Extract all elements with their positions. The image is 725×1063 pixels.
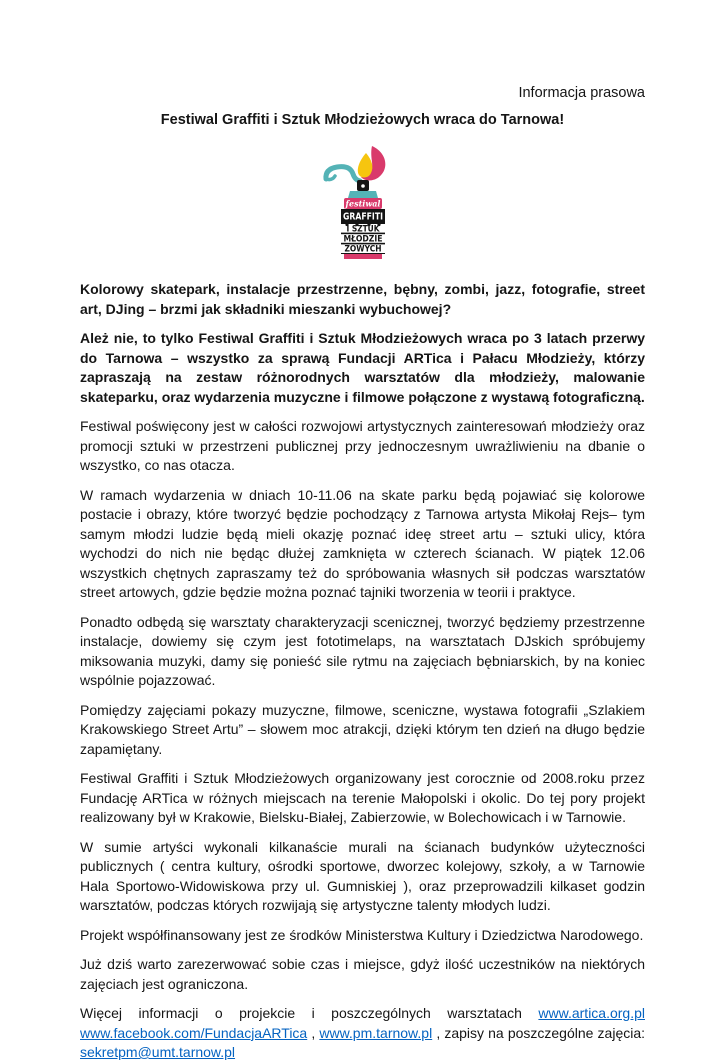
paragraph-funding: Projekt współfinansowany jest ze środków Ministerstwa Kultury i Dziedzictwa Narodowego.: [80, 926, 644, 943]
logo-graffiti-text: GRAFFITI: [342, 211, 383, 223]
logo-sztuk-text: I SZTUK: [346, 224, 380, 235]
spray-can-logo-icon: [313, 146, 413, 262]
contact-comma: ,: [311, 1024, 320, 1041]
link-facebook-page[interactable]: www.facebook.com/FundacjaARTica: [80, 1024, 308, 1041]
paragraph-reservation: Już dziś warto zarezerwować sobie czas i miejsce, gdyż ilość uczestników na niektórych zajęciach jest ograniczona.: [80, 956, 645, 992]
contact-comma: ,: [436, 1024, 445, 1041]
logo-zowych-text: ŻOWYCH: [344, 244, 386, 255]
paragraph-workshops: Ponadto odbędą się warsztaty charakteryzacji scenicznej, tworzyć będziemy przestrzenne instalacje, dowiemy się czym jest fototimelaps, na warsztatach DJskich spróbujemy miksowania muzyki, damy się ponieść sile rytmu na zajęciach bębniarskich, by na koniec wspólnie pojazzować.: [80, 613, 645, 688]
paragraph-event-details: W ramach wydarzenia w dniach 10-11.06 na skate parku będą pojawiać się kolorowe postacie i obrazy, które tworzyć będzie pochodzący z Tarnowa artysta Mikołaj Rejs– tym samym młodzi ludzie będą mieli okazję poznać ideę street artu – sztuki ulicy, która wychodzi do nich nie będąc dłużej zamknięta w czterech ścianach. W piątek 12.06 wszystkich chętnych zapraszamy też do spróbowania własnych sił podczas warsztatów street artowych, gdzie będzie można poznać tajniki tworzenia w teorii i praktyce.: [80, 486, 645, 600]
page-title: Festiwal Graffiti i Sztuk Młodzieżowych wraca do Tarnowa!: [160, 112, 565, 128]
contact-paragraph: [80, 1004, 645, 1063]
paragraph-lead-1: Kolorowy skatepark, instalacje przestrzenne, bębny, zombi, jazz, fotografie, street art, DJing – brzmi jak składniki mieszanki wybuchowej?: [80, 281, 645, 317]
logo-nozzle-hole: [361, 184, 365, 188]
link-pm-tarnow-website[interactable]: www.pm.tarnow.pl: [319, 1024, 433, 1041]
link-artica-website[interactable]: www.artica.org.pl: [538, 1005, 645, 1021]
logo-cap-band: [348, 191, 378, 198]
document-type-label: Informacja prasowa: [518, 85, 645, 101]
paragraph-history: Festiwal Graffiti i Sztuk Młodzieżowych organizowany jest corocznie od 2008.roku przez Fundację ARTica w różnych miejscach na terenie Małopolski i okolic. Do tej pory projekt realizowany był w Krakowie, Bielsku-Białej, Zabierzowie, w Bolechowicach i w Tarnowie.: [80, 770, 645, 825]
paragraph-murals: W sumie artyści wykonali kilkanaście murali na ścianach budynków użyteczności publicznych ( centra kultury, ośrodki sportowe, dworzec kolejowy, szkoły, a w Tarnowie Hala Sportowo-Widowiskowa przy ul. Gumniskiej ), oraz przeprowadzili kilkaset godzin warsztatów, podczas których rozwijają się artystyczne talenty młodych ludzi.: [80, 838, 645, 913]
paragraph-festival-goal: Festiwal poświęcony jest w całości rozwojowi artystycznych zainteresowań młodzieży oraz promocji sztuki w przestrzeni publicznej przy jednoczesnym uwrażliwieniu na dbanie o wszystko, co nas otacza.: [80, 418, 645, 473]
link-registration-email[interactable]: sekretpm@umt.tarnow.pl: [80, 1044, 236, 1060]
contact-middle: zapisy na poszczególne zajęcia:: [444, 1024, 646, 1041]
logo-base-strip: [344, 254, 382, 259]
document-body: [80, 280, 645, 1063]
contact-prefix: Więcej informacji o projekcie i poszczególnych warsztatach: [80, 1005, 539, 1021]
logo-festiwal-text: festiwal: [345, 198, 380, 209]
paragraph-attractions: Pomiędzy zajęciami pokazy muzyczne, filmowe, sceniczne, wystawa fotografii „Szlakiem Krakowskiego Street Artu” – słowem moc atrakcji, dzięki którym ten dzień na długo będzie zapamiętany.: [80, 701, 645, 757]
logo-yellow-flame: [357, 153, 372, 177]
logo-mlodzie-text: MŁODZIE: [343, 234, 383, 245]
logo-container: [80, 146, 645, 267]
paragraph-lead-2: Ależ nie, to tylko Festiwal Graffiti i Sztuk Młodzieżowych wraca po 3 latach przerwy do Tarnowa – wszystko za sprawą Fundacji ARTica i Pałacu Młodzieży, którzy zapraszają na zestaw różnorodnych warsztatów dla młodzieży, malowanie skateparku, oraz wydarzenia muzyczne i filmowe połączone z wystawą fotograficzną.: [80, 330, 645, 405]
